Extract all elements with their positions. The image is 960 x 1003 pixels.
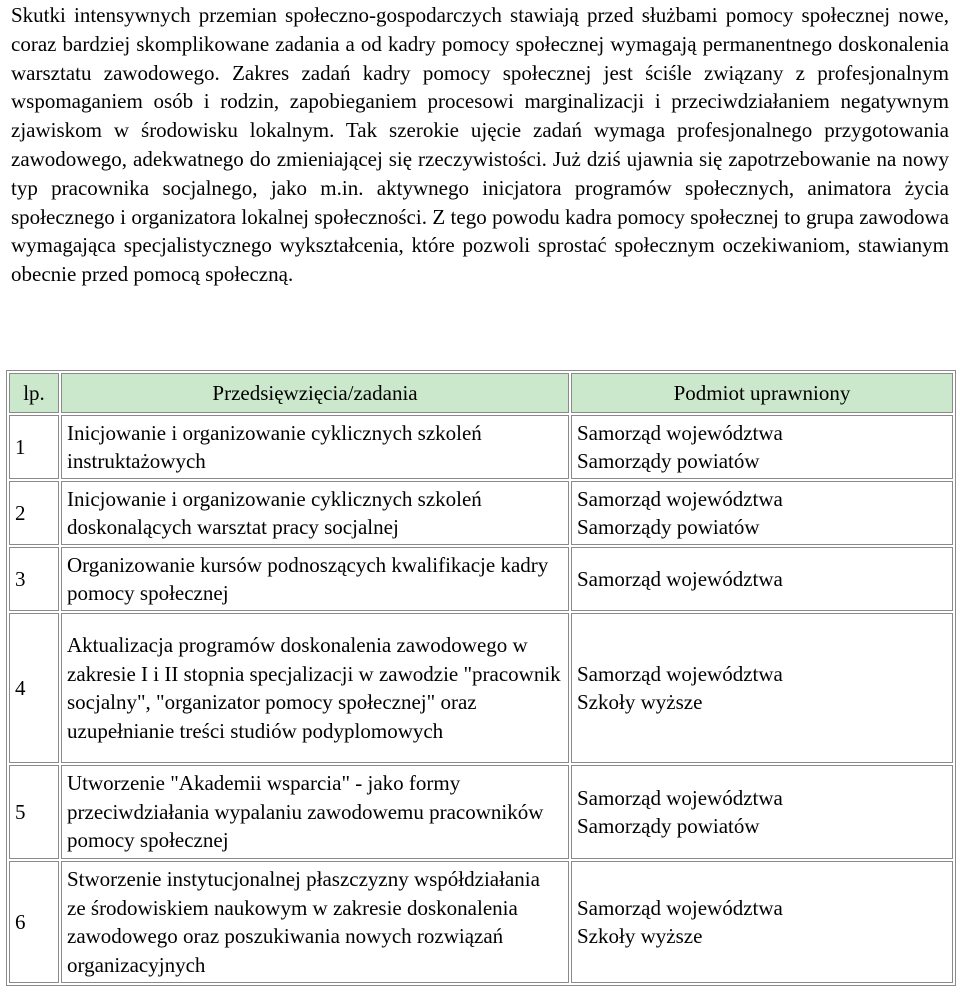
tasks-table <box>6 370 956 986</box>
table-row <box>9 415 953 479</box>
entity-line: Szkoły wyższe <box>577 690 703 714</box>
table-row <box>9 861 953 983</box>
entity-cell <box>571 415 953 479</box>
row-number: 4 <box>9 613 59 763</box>
intro-paragraph: Skutki intensywnych przemian społeczno-gospodarczych stawiają przed służbami pomocy społecznej nowe, coraz bardziej skomplikowane zadania a od kadry pomocy społecznej wymagają permanentnego doskonalenia warsztatu zawodowego. Zakres zadań kadry pomocy społecznej jest ściśle związany z profesjonalnym wspomaganiem osób i rodzin, zapobieganiem procesowi marginalizacji i przeciwdziałaniem negatywnym zjawiskom w środowisku lokalnym. Tak szerokie ujęcie zadań wymaga profesjonalnego przygotowania zawodowego, adekwatnego do zmieniającej się rzeczywistości. Już dziś ujawnia się zapotrzebowanie na nowy typ pracownika socjalnego, jako m.in. aktywnego inicjatora programów społecznych, animatora życia społecznego i organizatora lokalnej społeczności. Z tego powodu kadra pomocy społecznej to grupa zawodowa wymagająca specjalistycznego wykształcenia, które pozwoli sprostać społecznym oczekiwaniom, stawianym obecnie przed pomocą społeczną. <box>11 3 949 287</box>
table-row <box>9 613 953 763</box>
row-number: 5 <box>9 765 59 859</box>
header-entity: Podmiot uprawniony <box>571 373 953 413</box>
entity-line: Szkoły wyższe <box>577 924 703 948</box>
header-lp: lp. <box>9 373 59 413</box>
entity-line: Samorządy powiatów <box>577 515 760 539</box>
table-row <box>9 547 953 611</box>
task-cell: Inicjowanie i organizowanie cyklicznych szkoleń doskonalących warsztat pracy socjalnej <box>61 481 569 545</box>
task-cell: Aktualizacja programów doskonalenia zawodowego w zakresie I i II stopnia specjalizacji w zawodzie "pracownik socjalny", "organizator pomocy społecznej" oraz uzupełnianie treści studiów podyplomowych <box>61 613 569 763</box>
task-cell: Stworzenie instytucjonalnej płaszczyzny współdziałania ze środowiskiem naukowym w zakresie doskonalenia zawodowego oraz poszukiwania nowych rozwiązań organizacyjnych <box>61 861 569 983</box>
entity-line: Samorząd województwa <box>577 420 783 445</box>
table-header-row <box>9 373 953 413</box>
entity-line: Samorząd województwa <box>577 486 783 511</box>
entity-cell <box>571 861 953 983</box>
header-tasks: Przedsięwzięcia/zadania <box>61 373 569 413</box>
row-number: 2 <box>9 481 59 545</box>
task-cell: Inicjowanie i organizowanie cyklicznych szkoleń instruktażowych <box>61 415 569 479</box>
table-row <box>9 765 953 859</box>
entity-line: Samorząd województwa <box>577 661 783 686</box>
row-number: 3 <box>9 547 59 611</box>
entity-cell <box>571 613 953 763</box>
entity-line: Samorząd województwa <box>577 566 783 591</box>
task-cell: Organizowanie kursów podnoszących kwalifikacje kadry pomocy społecznej <box>61 547 569 611</box>
task-cell: Utworzenie "Akademii wsparcia" - jako formy przeciwdziałania wypalaniu zawodowemu pracowników pomocy społecznej <box>61 765 569 859</box>
row-number: 1 <box>9 415 59 479</box>
entity-line: Samorządy powiatów <box>577 814 760 838</box>
row-number: 6 <box>9 861 59 983</box>
entity-line: Samorząd województwa <box>577 785 783 810</box>
entity-cell <box>571 547 953 611</box>
entity-cell <box>571 481 953 545</box>
table-row <box>9 481 953 545</box>
entity-cell <box>571 765 953 859</box>
entity-line: Samorząd województwa <box>577 895 783 920</box>
entity-line: Samorządy powiatów <box>577 449 760 473</box>
